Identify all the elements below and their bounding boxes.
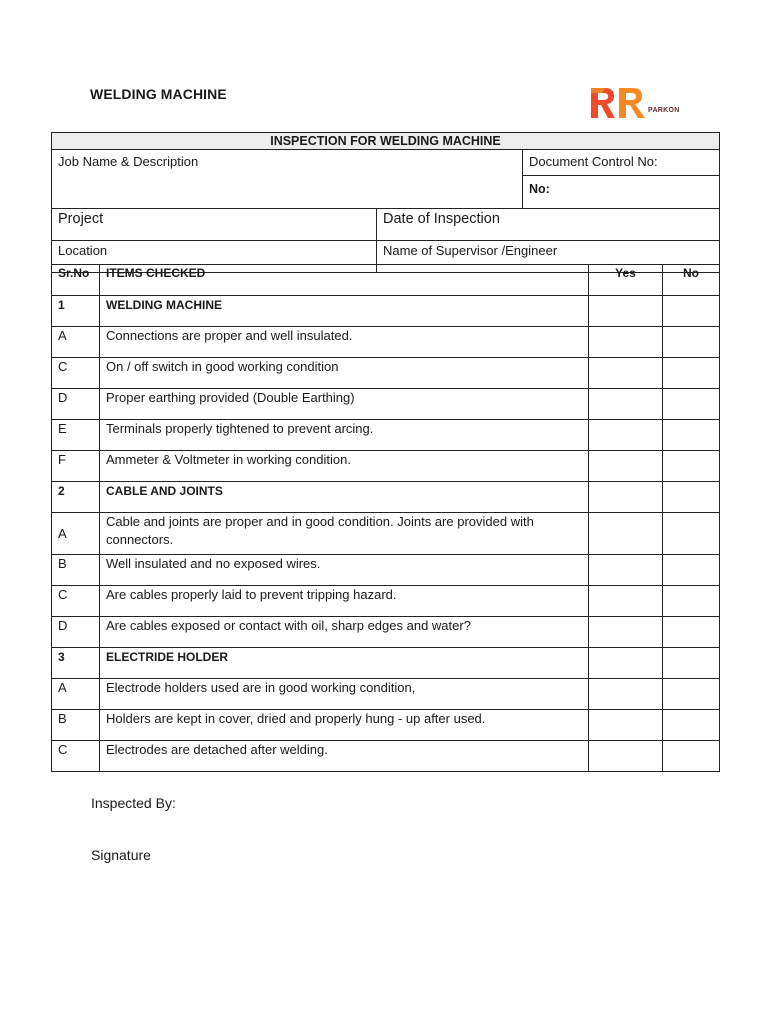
no-checkbox-cell[interactable] (663, 451, 720, 482)
row-serial: 1 (52, 296, 100, 327)
item-description: Holders are kept in cover, dried and properly hung - up after used. (100, 710, 589, 741)
item-description: On / off switch in good working condition (100, 358, 589, 389)
no-checkbox-cell[interactable] (663, 679, 720, 710)
checklist-row (52, 586, 720, 617)
checklist-row (52, 555, 720, 586)
yes-checkbox-cell[interactable] (589, 451, 663, 482)
row-serial: C (52, 741, 100, 772)
checklist-table (51, 264, 720, 772)
row-serial: C (52, 358, 100, 389)
company-logo (588, 84, 718, 120)
row-serial: D (52, 617, 100, 648)
job-name-field[interactable] (52, 150, 523, 209)
col-header-srno: Sr.No (52, 265, 100, 296)
yes-checkbox-cell[interactable] (589, 420, 663, 451)
no-checkbox-cell[interactable] (663, 555, 720, 586)
yes-checkbox-cell[interactable] (589, 586, 663, 617)
yes-checkbox-cell[interactable] (589, 648, 663, 679)
date-of-inspection-field[interactable] (377, 209, 720, 241)
checklist-row (52, 327, 720, 358)
no-checkbox-cell[interactable] (663, 648, 720, 679)
checklist-row (52, 710, 720, 741)
no-checkbox-cell[interactable] (663, 482, 720, 513)
date-of-inspection-label: Date of Inspection (383, 211, 500, 227)
header-table (51, 132, 720, 273)
item-description: Electrode holders used are in good working condition, (100, 679, 589, 710)
number-field[interactable] (523, 176, 720, 209)
checklist-header-row (52, 265, 720, 296)
yes-checkbox-cell[interactable] (589, 513, 663, 555)
no-checkbox-cell[interactable] (663, 710, 720, 741)
row-serial: E (52, 420, 100, 451)
item-description: Connections are proper and well insulated. (100, 327, 589, 358)
form-title: INSPECTION FOR WELDING MACHINE (52, 133, 720, 150)
no-checkbox-cell[interactable] (663, 420, 720, 451)
checklist-row (52, 358, 720, 389)
inspected-by-label: Inspected By: (91, 795, 176, 811)
checklist-row (52, 617, 720, 648)
logo-text: PARKON (648, 107, 680, 114)
item-description: Proper earthing provided (Double Earthing) (100, 389, 589, 420)
no-checkbox-cell[interactable] (663, 327, 720, 358)
yes-checkbox-cell[interactable] (589, 296, 663, 327)
yes-checkbox-cell[interactable] (589, 555, 663, 586)
document-control-label: Document Control No: (529, 154, 658, 169)
yes-checkbox-cell[interactable] (589, 710, 663, 741)
row-serial: A (52, 327, 100, 358)
row-serial: 2 (52, 482, 100, 513)
row-serial: A (52, 679, 100, 710)
row-serial: D (52, 389, 100, 420)
item-description: Are cables properly laid to prevent tripping hazard. (100, 586, 589, 617)
no-checkbox-cell[interactable] (663, 513, 720, 555)
row-serial: B (52, 555, 100, 586)
yes-checkbox-cell[interactable] (589, 482, 663, 513)
item-description: Ammeter & Voltmeter in working condition. (100, 451, 589, 482)
yes-checkbox-cell[interactable] (589, 358, 663, 389)
item-description: Cable and joints are proper and in good condition. Joints are provided with connectors. (100, 513, 589, 555)
row-serial: F (52, 451, 100, 482)
col-header-items: ITEMS CHECKED (100, 265, 589, 296)
checklist-row (52, 513, 720, 555)
rr-logo-icon (588, 84, 718, 120)
no-checkbox-cell[interactable] (663, 741, 720, 772)
project-field[interactable] (52, 209, 377, 241)
yes-checkbox-cell[interactable] (589, 327, 663, 358)
checklist-row (52, 679, 720, 710)
col-header-no: No (663, 265, 720, 296)
col-header-yes: Yes (589, 265, 663, 296)
section-title: WELDING MACHINE (100, 296, 589, 327)
section-row (52, 296, 720, 327)
section-title: ELECTRIDE HOLDER (100, 648, 589, 679)
yes-checkbox-cell[interactable] (589, 679, 663, 710)
section-title: CABLE AND JOINTS (100, 482, 589, 513)
section-row (52, 482, 720, 513)
number-label: No: (529, 182, 550, 196)
yes-checkbox-cell[interactable] (589, 741, 663, 772)
no-checkbox-cell[interactable] (663, 358, 720, 389)
no-checkbox-cell[interactable] (663, 389, 720, 420)
job-name-label: Job Name & Description (58, 154, 199, 169)
checklist-row (52, 420, 720, 451)
supervisor-label: Name of Supervisor /Engineer (383, 243, 558, 258)
no-checkbox-cell[interactable] (663, 617, 720, 648)
row-serial: 3 (52, 648, 100, 679)
signature-label: Signature (91, 847, 151, 863)
section-row (52, 648, 720, 679)
yes-checkbox-cell[interactable] (589, 389, 663, 420)
document-control-field[interactable] (523, 150, 720, 176)
checklist-row (52, 451, 720, 482)
item-description: Terminals properly tightened to prevent arcing. (100, 420, 589, 451)
location-label: Location (58, 243, 108, 258)
item-description: Electrodes are detached after welding. (100, 741, 589, 772)
no-checkbox-cell[interactable] (663, 296, 720, 327)
checklist-row (52, 741, 720, 772)
item-description: Well insulated and no exposed wires. (100, 555, 589, 586)
item-description: Are cables exposed or contact with oil, sharp edges and water? (100, 617, 589, 648)
checklist-row (52, 389, 720, 420)
yes-checkbox-cell[interactable] (589, 617, 663, 648)
document-heading: WELDING MACHINE (90, 86, 227, 102)
row-serial: C (52, 586, 100, 617)
no-checkbox-cell[interactable] (663, 586, 720, 617)
row-serial: B (52, 710, 100, 741)
row-serial: A (52, 513, 100, 555)
project-label: Project (58, 211, 104, 227)
